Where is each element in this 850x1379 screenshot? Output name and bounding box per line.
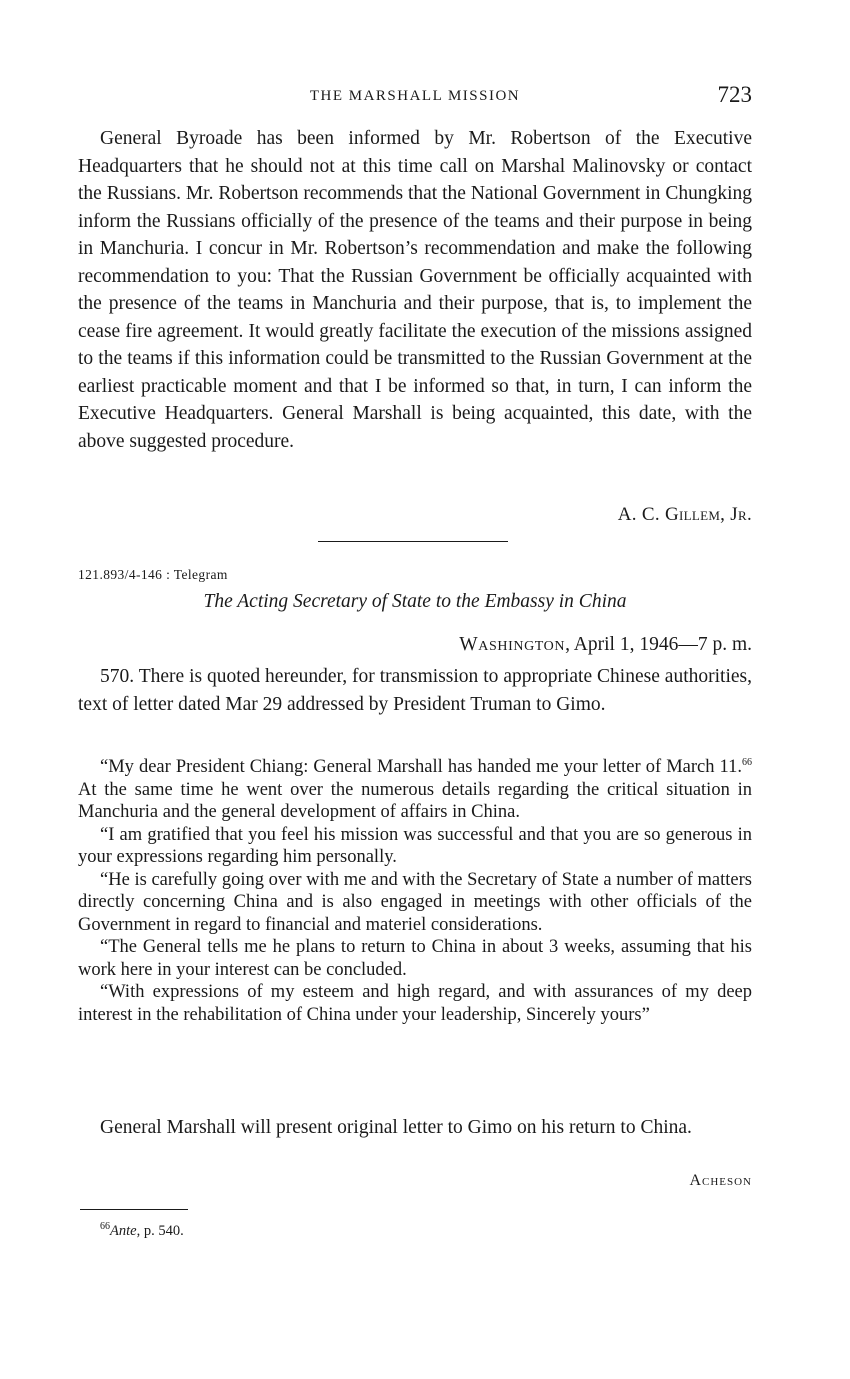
- letter-paragraph: [78, 756, 752, 824]
- document-heading: The Acting Secretary of State to the Embassy in China: [203, 591, 627, 612]
- letter-paragraph: “The General tells me he plans to return to China in about 3 weeks, assuming that his work here in your interest can be concluded.: [78, 937, 752, 980]
- footnote-italic: Ante: [110, 1223, 137, 1239]
- footnote-divider: [80, 1209, 188, 1210]
- footnote-text: , p. 540.: [136, 1223, 184, 1239]
- page-number: 723: [717, 82, 752, 107]
- letter-paragraph: “I am gratified that you feel his mission was successful and that you are so generous in your expressions regarding him personally.: [78, 824, 752, 867]
- letter-paragraph: “He is carefully going over with me and with the Secretary of State a number of matters directly concerning China and is also engaged in meetings with other officials of the Government in regard to financial and materiel considerations.: [78, 869, 752, 935]
- letter-text: “My dear President Chiang: General Marshall has handed me your letter of March 11.: [100, 757, 742, 777]
- letter-paragraph: “With expressions of my esteem and high regard, and with assurances of my deep interest in the rehabilitation of China under your leadership, Sincerely yours”: [78, 982, 752, 1025]
- letter-text: At the same time he went over the numerous details regarding the critical situation in Manchuria and the general development of affairs in China.: [78, 779, 752, 822]
- running-head: [78, 84, 752, 110]
- paragraph-telegram-570: 570. There is quoted hereunder, for transmission to appropriate Chinese authorities, text of letter dated Mar 29 addressed by President Truman to Gimo.: [78, 666, 752, 715]
- dateline: [459, 634, 752, 656]
- signature-gillem: A. C. Gillem, Jr.: [617, 504, 752, 525]
- running-title: THE MARSHALL MISSION: [309, 88, 521, 104]
- document-reference: 121.893/4-146 : Telegram: [78, 567, 228, 582]
- dateline-place: Washington: [459, 634, 566, 655]
- quoted-letter: [78, 756, 752, 1026]
- section-divider: [318, 541, 508, 542]
- footnote-ref-66: 66: [742, 756, 752, 768]
- paragraph-byroade: General Byroade has been informed by Mr. Robertson of the Executive Headquarters that he should not at this time call on Marshal Malinovsky or contact the Russians. Mr. Robertson recommends that the National Government in Chungking inform the Russians officially of the presence of the teams and their purpose in being in Manchuria. I concur in Mr. Robertson’s recommendation and make the following recommendation to you: That the Russian Government be officially acquainted with the presence of the teams in Manchuria and their purpose, that is, to implement the cease fire agreement. It would greatly facilitate the execution of the missions assigned to the teams if this information could be transmitted to the Russian Government at the earliest practicable moment and that I be informed so that, in turn, I can inform the Executive Headquarters. General Marshall is being acquainted, this date, with the above suggested procedure.: [78, 128, 752, 452]
- signature-acheson: Acheson: [689, 1172, 752, 1189]
- paragraph-marshall-return: General Marshall will present original letter to Gimo on his return to China.: [100, 1117, 692, 1138]
- footnote-mark: 66: [100, 1221, 110, 1233]
- dateline-date: , April 1, 1946—7 p. m.: [565, 634, 752, 655]
- footnote-66: [100, 1223, 184, 1240]
